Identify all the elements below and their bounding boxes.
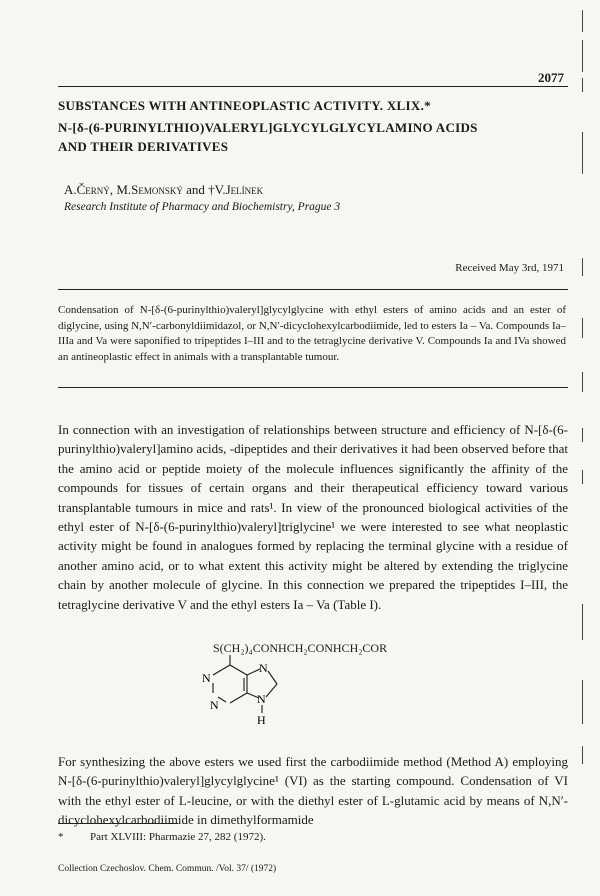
- scan-mark: [582, 78, 583, 92]
- affiliation: Research Institute of Pharmacy and Biochemistry, Prague 3: [64, 201, 341, 213]
- scan-mark: [582, 318, 583, 338]
- abstract-top-rule: [58, 289, 568, 290]
- scan-mark: [582, 746, 583, 764]
- abstract: Condensation of N-[δ-(6-purinylthio)valeryl]glycylglycine with ethyl esters of amino acids and an ester of diglycine, using N,N′-carbonyldiimidazol, or N,N′-dicyclohexylcarbodiimide, led to esters Ia – Va. Compounds Ia–IIIa and Va were saponified to tripeptides I–III and to the tetraglycine derivative V. Compounds Ia and IVa showed an antineoplastic effect in animals with a transplantable tumour.: [58, 304, 566, 363]
- title-line-2: N-[δ-(6-PURINYLTHIO)VALERYL]GLYCYLGLYCYLAMINO ACIDS: [58, 120, 478, 135]
- footnote-rule: [58, 823, 178, 824]
- paragraph-2: For synthesizing the above esters we used first the carbodiimide method (Method A) employing N-[δ-(6-purinylthio)valeryl]glycylglycine¹ (VI) as the starting compound. Condensation of VI with the ethyl ester of L-leucine, or with the diethyl ester of L-glutamic acid by means of N,N′-dicyclohexylcarbodiimide in dimethylformamide: [58, 754, 568, 828]
- scan-mark: [582, 470, 583, 484]
- author-2: Semonský: [131, 182, 183, 197]
- atom-n3: N: [210, 698, 219, 712]
- scan-mark: [582, 604, 583, 640]
- footnote-text: Part XLVIII: Pharmazie 27, 282 (1972).: [90, 831, 266, 843]
- scan-mark: [582, 258, 583, 276]
- footnote-mark: *: [58, 831, 64, 843]
- abstract-bottom-rule: [58, 387, 568, 388]
- title-line-3: AND THEIR DERIVATIVES: [58, 139, 229, 154]
- page-number: 2077: [538, 70, 564, 85]
- formula-side-chain: S(CH₂)₄CONHCH₂CONHCH₂COR: [213, 641, 388, 655]
- scan-mark: [582, 680, 583, 724]
- scan-mark: [582, 372, 583, 392]
- atom-n7: N: [259, 661, 268, 675]
- header-rule: [58, 86, 568, 87]
- received-date: Received May 3rd, 1971: [455, 262, 564, 274]
- scan-mark: [582, 132, 583, 174]
- author-1: Černý: [76, 182, 110, 197]
- scan-mark: [582, 10, 583, 32]
- authors: A.Černý, M.Semonský and †V.Jelínek: [64, 182, 264, 197]
- atom-h: H: [257, 713, 266, 727]
- footnote: [58, 831, 266, 843]
- atom-n1: N: [202, 671, 211, 685]
- journal-footer: Collection Czechoslov. Chem. Commun. /Vol. 37/ (1972): [58, 864, 277, 874]
- paragraph-1: In connection with an investigation of relationships between structure and efficiency of N-[δ-(6-purinylthio)valeryl]amino acids, -dipeptides and their derivatives it had been observed before that the amino acid or peptide moiety of the molecule influences significantly the affinity of the compounds for tissues of certain organs and their therapeutical efficiency toward various transplantable tumours in mice and rats¹. In view of the pronounced biological activities of the ethyl ester of N-[δ-(6-purinylthio)valeryl]triglycine¹ we were interested to see what neoplastic activity might be found in analogues formed by replacing the terminal glycine with a residue of another amino acid, or to what extent this activity might be altered by extending the triglycine chain by another molecule of glycine. In this connection we prepared the tripeptides I–III, the tetraglycine derivative V and the ethyl esters Ia – Va (Table I).: [58, 422, 568, 612]
- article-title: [58, 96, 568, 156]
- title-line-1: SUBSTANCES WITH ANTINEOPLASTIC ACTIVITY. XLIX.*: [58, 98, 431, 113]
- author-3: Jelínek: [225, 182, 264, 197]
- scan-mark: [582, 40, 583, 72]
- atom-n9: N: [257, 692, 266, 706]
- purine-structure: [190, 655, 300, 727]
- scan-mark: [582, 428, 583, 442]
